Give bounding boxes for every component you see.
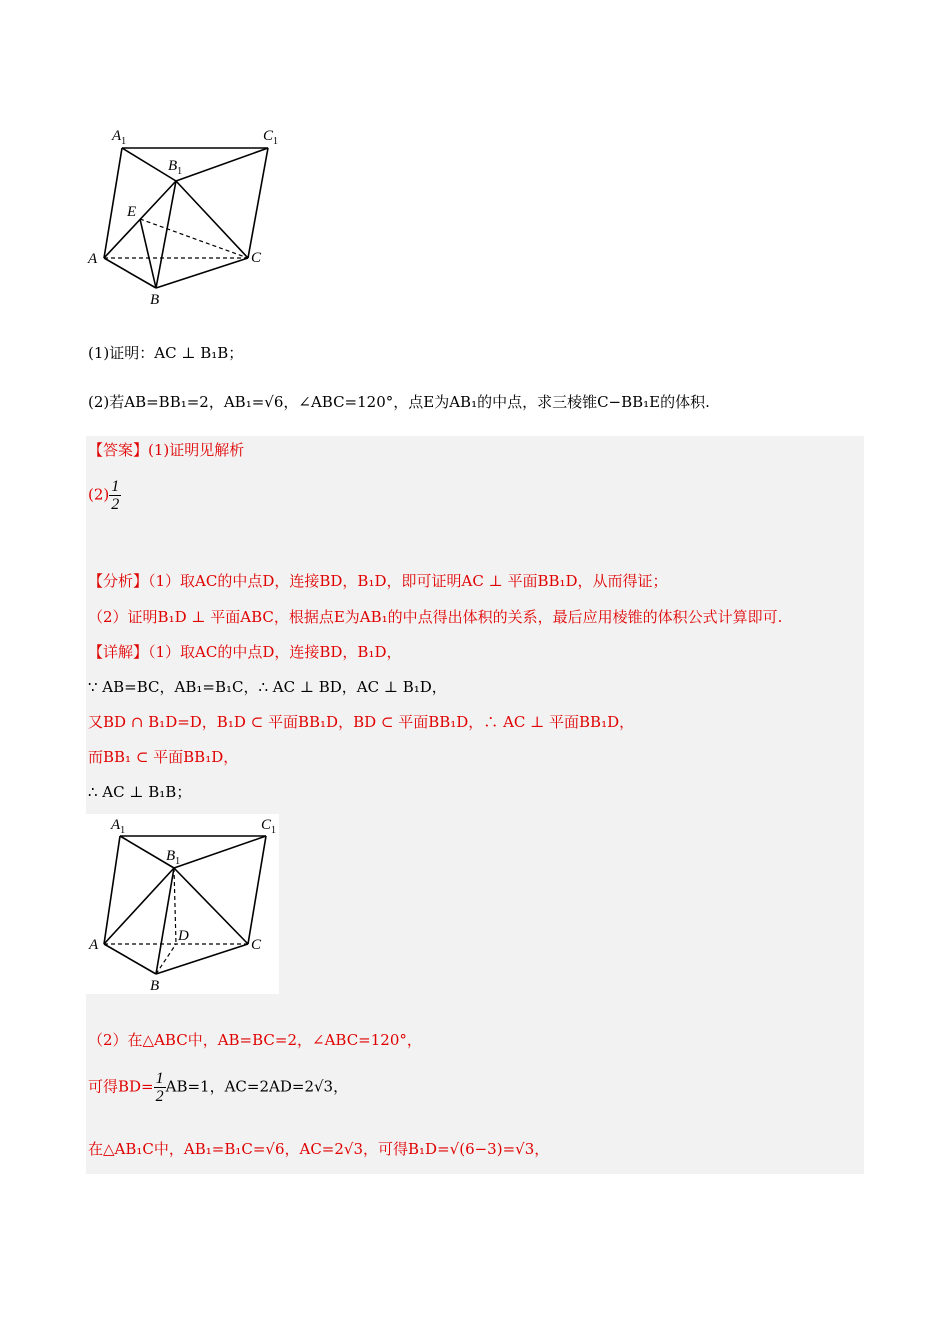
detail-line-1: 【详解】（1）取AC的中点D，连接BD，B₁D， <box>88 643 402 661</box>
detail-line-8: 在△AB₁C中，AB₁=B₁C=√6，AC=2√3，可得B₁D=√(6−3)=√3， <box>88 1140 550 1158</box>
detail-line-3: 又BD ∩ B₁D=D，B₁D ⊂ 平面BB₁D，BD ⊂ 平面BB₁D，∴ AC ⊥ 平面BB₁D， <box>88 713 635 731</box>
detail-line-4: 而BB₁ ⊂ 平面BB₁D， <box>88 748 239 766</box>
label-A1: A <box>112 128 122 144</box>
label-B: B <box>150 978 160 994</box>
detail-line-7: 可得BD= $\frac{1}{2}$ AB=1，AC=2AD=2√3， <box>88 1070 349 1105</box>
answer-part-2: (2) $\frac{1}{2}$ <box>88 478 120 513</box>
label-A: A <box>88 251 98 267</box>
label-A1: A <box>111 817 121 833</box>
detail-line-2: ∵ AB=BC，AB₁=B₁C，∴ AC ⊥ BD，AC ⊥ B₁D， <box>88 678 447 696</box>
analysis-line-1: 【分析】（1）取AC的中点D，连接BD，B₁D，即可证明AC ⊥ 平面BB₁D，从而得证； <box>88 572 668 590</box>
svg-text:C1: $C_1$ <box>263 128 279 147</box>
prism-figure-2 <box>86 814 279 994</box>
svg-text:A1: $A_1$ <box>112 128 127 147</box>
svg-text:C1: $C_1$ <box>261 817 277 836</box>
svg-text:B1: $B_1$ <box>168 158 183 177</box>
label-B: B <box>150 292 160 308</box>
analysis-line-2: （2）证明B₁D ⊥ 平面ABC，根据点E为AB₁的中点得出体积的关系，最后应用棱锥的体积公式计算即可. <box>88 608 783 626</box>
detail-line-5: ∴ AC ⊥ B₁B； <box>88 783 192 801</box>
answer-line: 【答案】(1)证明见解析 <box>88 441 245 459</box>
answer-fraction: $\frac{1}{2}$ <box>111 478 120 513</box>
label-C1: C <box>261 817 272 833</box>
prism-figure-1 <box>82 118 292 313</box>
label-A: A <box>89 937 99 953</box>
question-part-1: (1)证明：AC ⊥ B₁B； <box>88 344 244 362</box>
svg-text:A1: $A_1$ <box>111 817 126 836</box>
detail-line-6: （2）在△ABC中，AB=BC=2，∠ABC=120°， <box>88 1031 422 1049</box>
label-B1: B <box>166 848 176 864</box>
label-B1: B <box>168 158 178 174</box>
detail-fraction: $\frac{1}{2}$ <box>155 1070 164 1105</box>
label-C: C <box>251 250 262 266</box>
label-D: D <box>178 928 189 944</box>
label-C1: C <box>263 128 274 144</box>
label-C: C <box>251 937 262 953</box>
answer-panel <box>86 436 864 1174</box>
question-part-2: (2)若AB=BB₁=2，AB₁=√6，∠ABC=120°，点E为AB₁的中点，求三棱锥C−BB₁E的体积. <box>88 393 710 411</box>
label-E: E <box>127 204 137 220</box>
svg-text:B1: $B_1$ <box>166 848 181 867</box>
